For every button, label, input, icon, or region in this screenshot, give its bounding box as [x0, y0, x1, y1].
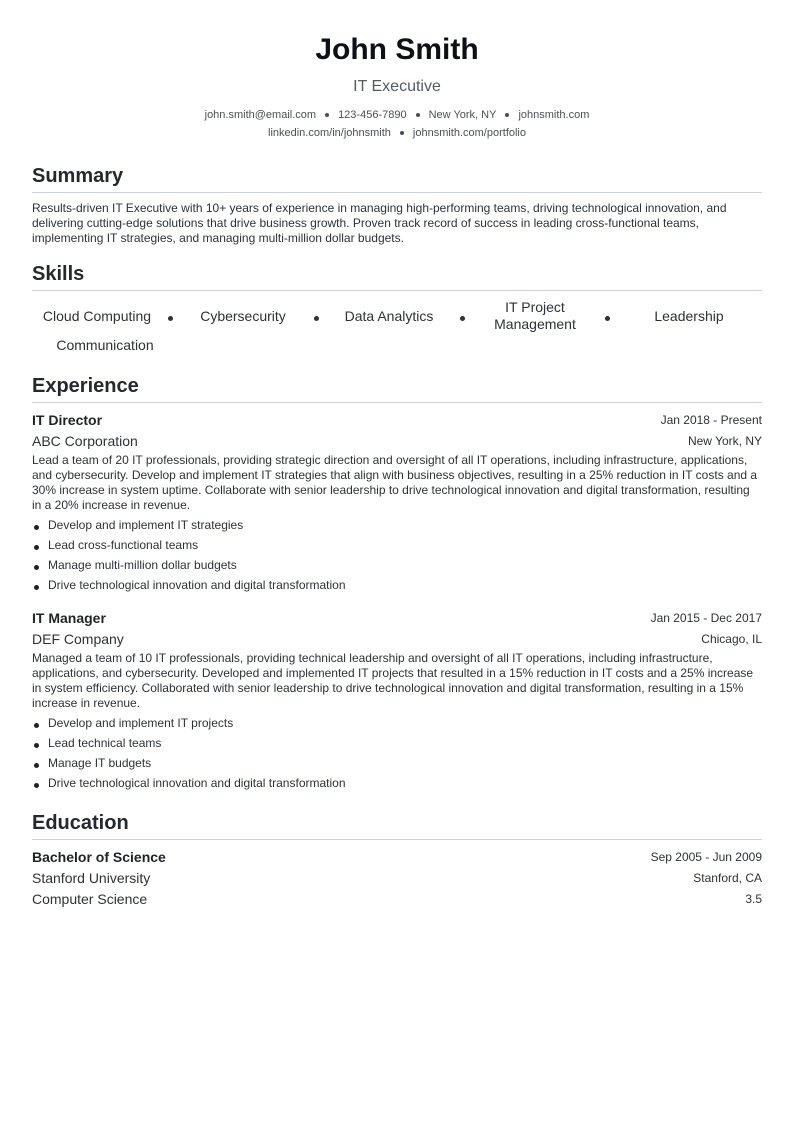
job-role: IT Manager [32, 610, 106, 626]
skill-separator-dot [314, 316, 319, 321]
job-location: Chicago, IL [701, 632, 762, 646]
separator-dot [505, 113, 509, 117]
section-divider [32, 402, 762, 403]
skill-item: Leadership [654, 308, 724, 324]
skill-item: Data Analytics [344, 308, 434, 324]
education-heading: Education [32, 812, 129, 834]
section-divider [32, 839, 762, 840]
skill-item: Cybersecurity [200, 308, 286, 324]
contact-email[interactable]: john.smith@email.com [204, 109, 317, 121]
bullet-dot [34, 525, 39, 530]
bullet-dot [34, 565, 39, 570]
skills-heading: Skills [32, 263, 85, 285]
education-gpa: 3.5 [745, 892, 762, 906]
summary-text: Results-driven IT Executive with 10+ years of experience in managing high-performing teams, driving technological innovation, and delivering cutting-edge solutions that drive business growth. Proven track record of success in leading cross-functional teams, implementing IT strategies, and managing multi-million dollar budgets. [32, 201, 727, 245]
contact-row-primary [32, 107, 762, 123]
skill-item: Cloud Computing [42, 308, 152, 324]
separator-dot [400, 131, 404, 135]
skill-item: IT Project Management [494, 299, 576, 332]
education-degree: Bachelor of Science [32, 849, 166, 865]
contact-location: New York, NY [428, 109, 497, 121]
contact-website[interactable]: johnsmith.com [518, 109, 590, 121]
job-description: Managed a team of 10 IT professionals, providing technical leadership and oversight of all IT operations, including infrastructure, applications, and cybersecurity. Developed and implemented IT projects that resulted in a 15% reduction in IT costs and a 25% increase in system efficiency. Collaborated with senior leadership to drive technological innovation and digital transformation, resulting in a 15% increase in revenue. [32, 651, 754, 710]
experience-heading: Experience [32, 375, 139, 397]
bullet-dot [34, 783, 39, 788]
bullet-dot [34, 585, 39, 590]
candidate-title: IT Executive [353, 78, 441, 95]
job-location: New York, NY [687, 434, 762, 448]
job-role: IT Director [32, 412, 103, 428]
skill-item: Communication [56, 337, 154, 353]
job-dates: Jan 2018 - Present [660, 413, 762, 427]
candidate-name: John Smith [315, 33, 479, 66]
skill-separator-dot [605, 316, 610, 321]
separator-dot [416, 113, 420, 117]
job-dates: Jan 2015 - Dec 2017 [650, 611, 762, 625]
education-location: Stanford, CA [693, 871, 762, 885]
separator-dot [325, 113, 329, 117]
bullet-dot [34, 763, 39, 768]
education-school: Stanford University [32, 870, 151, 886]
summary-heading: Summary [32, 165, 124, 187]
job-description: Lead a team of 20 IT professionals, providing strategic direction and oversight of all IT operations, including infrastructure, applications, and cybersecurity. Develop and implement IT strategies that align with business objectives, resulting in a 25% reduction in IT costs and a 30% increase in system uptime. Collaborate with senior leadership to drive technological innovation and digital transformation, resulting in a 20% increase in revenue. [32, 453, 758, 512]
bullet-dot [34, 723, 39, 728]
section-divider [32, 192, 762, 193]
job-company: ABC Corporation [32, 433, 138, 449]
job-company: DEF Company [32, 631, 124, 647]
contact-portfolio[interactable]: johnsmith.com/portfolio [412, 127, 526, 139]
contact-linkedin[interactable]: linkedin.com/in/johnsmith [268, 127, 391, 139]
section-divider [32, 290, 762, 291]
bullet-dot [34, 545, 39, 550]
education-field: Computer Science [32, 891, 148, 907]
contact-row-secondary [32, 125, 762, 141]
skill-separator-dot [460, 316, 465, 321]
skill-separator-dot [168, 316, 173, 321]
contact-phone[interactable]: 123-456-7890 [338, 109, 407, 121]
bullet-dot [34, 743, 39, 748]
education-dates: Sep 2005 - Jun 2009 [650, 850, 762, 864]
